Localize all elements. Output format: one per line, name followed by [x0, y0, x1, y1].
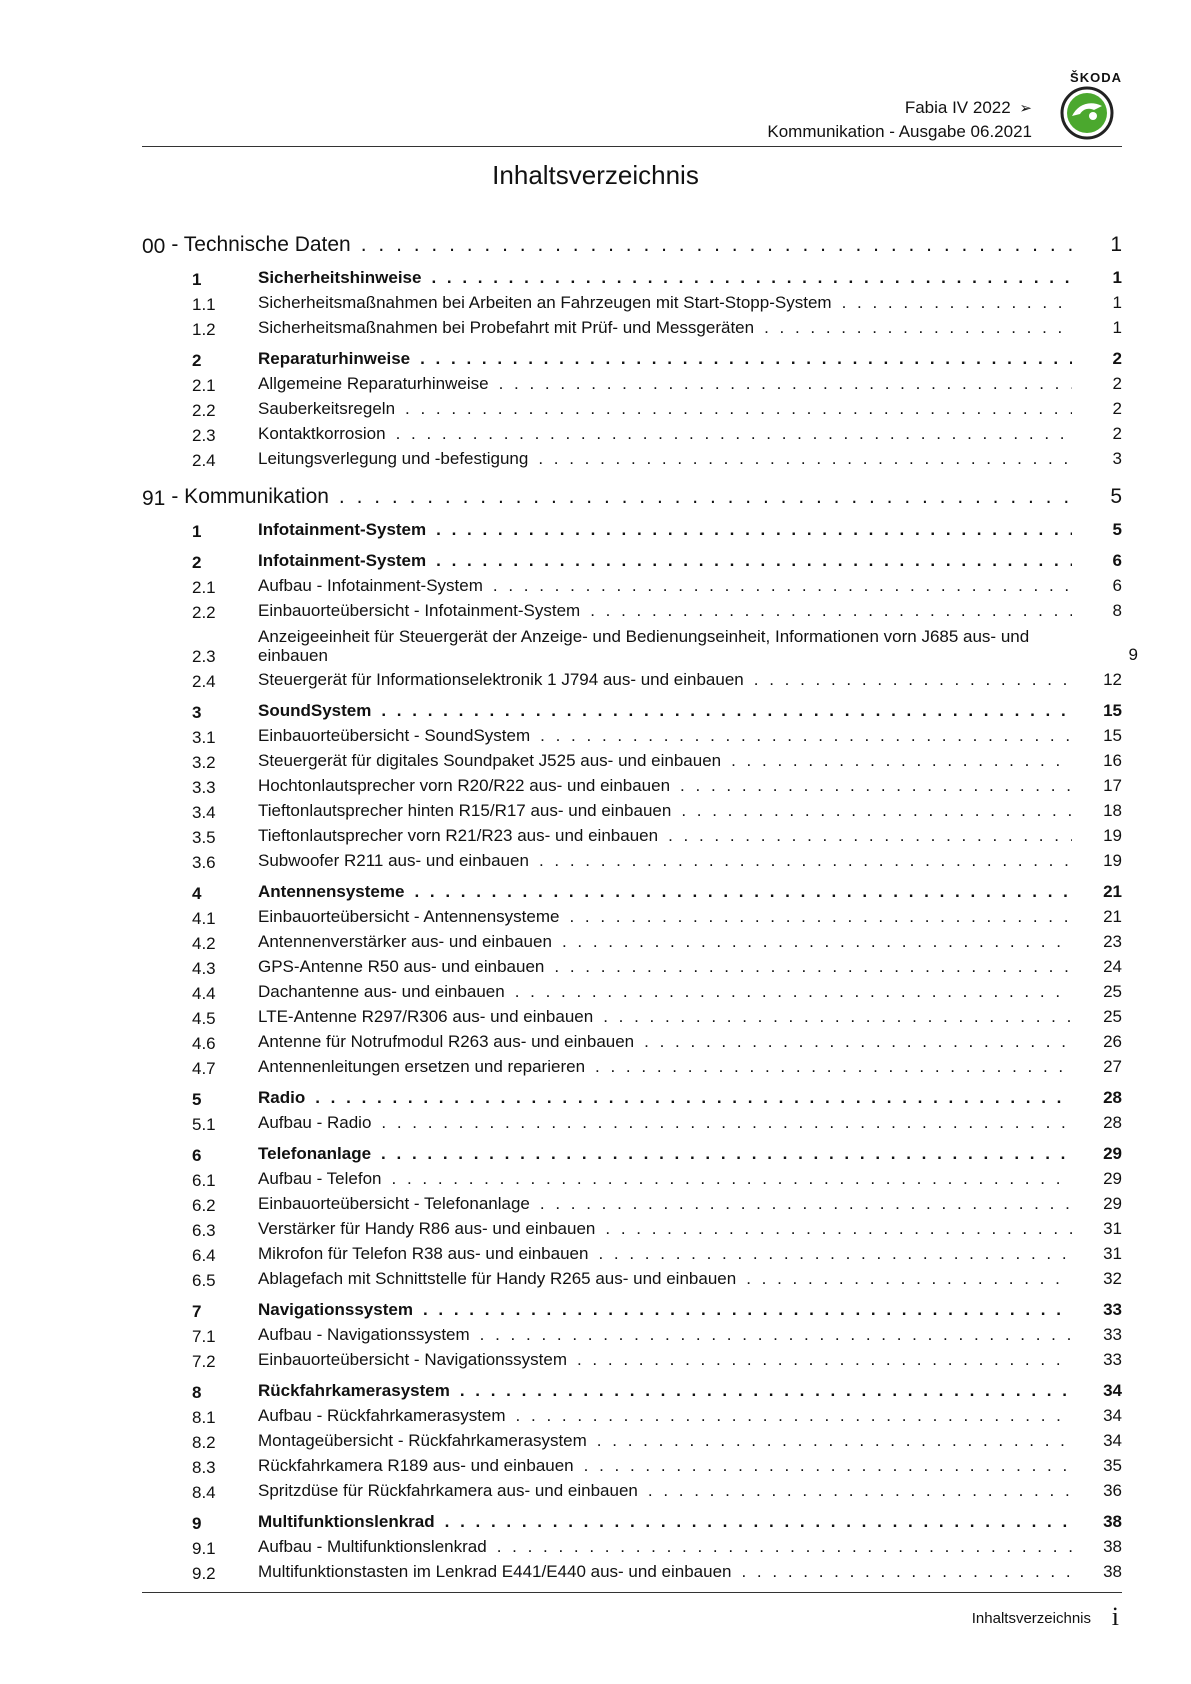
toc-page-number: 2 [1112, 374, 1122, 393]
header-subtitle: Kommunikation - Ausgabe 06.2021 [767, 122, 1032, 141]
toc-label: Steuergerät für Informationselektronik 1 J794 aus- und einbauen [258, 670, 744, 689]
toc-number: 2.3 [192, 426, 216, 445]
toc-number: 4.4 [192, 984, 216, 1003]
toc-leader-dots [577, 1350, 1072, 1372]
toc-leader-dots [499, 374, 1072, 396]
toc-page-number: 23 [1103, 932, 1122, 951]
toc-number: 2.2 [192, 603, 216, 622]
toc-number: 2.3 [192, 647, 216, 666]
toc-number: 2.1 [192, 376, 216, 395]
toc-sub-row[interactable] [142, 1347, 1122, 1372]
toc-number: 7 [192, 1302, 202, 1321]
toc-label: Multifunktionstasten im Lenkrad E441/E440 aus- und einbauen [258, 1562, 732, 1581]
header-divider [142, 146, 1122, 147]
toc-number: 8 [192, 1383, 202, 1402]
toc-page-number: 34 [1103, 1406, 1122, 1425]
toc-page-number: 24 [1103, 957, 1122, 976]
toc-page-number: 29 [1103, 1144, 1122, 1163]
toc-number: 1 [192, 270, 202, 289]
toc-leader-dots [493, 576, 1072, 598]
toc-label: Verstärker für Handy R86 aus- und einbauen [258, 1219, 596, 1238]
toc-number: 7.1 [192, 1327, 216, 1346]
toc-label: Sicherheitsmaßnahmen bei Arbeiten an Fahrzeugen mit Start-Stopp-System [258, 293, 832, 312]
toc-leader-dots [562, 932, 1072, 954]
toc-number: 8.4 [192, 1483, 216, 1502]
toc-label: Anzeigeeinheit für Steuergerät der Anzeige- und Bedienungseinheit, Informationen vorn J685 aus- und einbauen [258, 627, 1030, 665]
toc-chapter-row[interactable] [142, 477, 1122, 511]
toc-number: 91 [142, 487, 166, 510]
toc-number: 5.1 [192, 1115, 216, 1134]
toc-page-number: 38 [1103, 1512, 1122, 1531]
toc-page-number: 17 [1103, 776, 1122, 795]
toc-sub-row[interactable] [142, 290, 1122, 315]
toc-label: SoundSystem [258, 701, 372, 720]
toc-section-row[interactable] [142, 263, 1122, 290]
toc-number: 4.5 [192, 1009, 216, 1028]
toc-label: Antennenleitungen ersetzen und reparieren [258, 1057, 586, 1076]
toc-label: Einbauorteübersicht - Navigationssystem [258, 1350, 567, 1369]
toc-leader-dots [595, 1057, 1072, 1079]
toc-number: 4.3 [192, 959, 216, 978]
toc-label: Sauberkeitsregeln [258, 399, 396, 418]
toc-page-number: 21 [1103, 907, 1122, 926]
toc-page-number: 8 [1112, 601, 1122, 620]
toc-section-row[interactable] [142, 1083, 1122, 1110]
toc-leader-dots [381, 1144, 1072, 1166]
toc-leader-dots [405, 399, 1072, 421]
toc-sub-row[interactable] [142, 1478, 1122, 1503]
page-header [142, 68, 1122, 146]
toc-label: Einbauorteübersicht - SoundSystem [258, 726, 531, 745]
toc-leader-dots [764, 318, 1072, 340]
toc-leader-dots [842, 293, 1072, 315]
toc-number: 1 [192, 522, 202, 541]
toc-label: Tieftonlautsprecher hinten R15/R17 aus- und einbauen [258, 801, 672, 820]
toc-sub-row[interactable] [142, 798, 1122, 823]
toc-leader-dots [436, 520, 1072, 542]
toc-number: 4.7 [192, 1059, 216, 1078]
toc-page-number: 19 [1103, 851, 1122, 870]
toc-label: Telefonanlage [258, 1144, 372, 1163]
toc-page-number: 33 [1103, 1325, 1122, 1344]
toc-leader-dots [515, 982, 1072, 1004]
toc-label: Antennenverstärker aus- und einbauen [258, 932, 552, 951]
toc-number: 4.2 [192, 934, 216, 953]
toc-leader-dots [681, 801, 1072, 823]
toc-sub-row[interactable] [142, 748, 1122, 773]
toc-number: 4 [192, 884, 202, 903]
toc-page-number: 5 [1110, 485, 1122, 508]
toc-page-number: 38 [1103, 1562, 1122, 1581]
toc-label: Aufbau - Multifunktionslenkrad [258, 1537, 487, 1556]
toc-label: Infotainment-System [258, 551, 427, 570]
toc-label: Mikrofon für Telefon R38 aus- und einbauen [258, 1244, 589, 1263]
toc-page-number: 16 [1103, 751, 1122, 770]
toc-sub-row[interactable] [142, 1004, 1122, 1029]
toc-sub-row[interactable] [142, 723, 1122, 748]
toc-leader-dots [605, 1219, 1072, 1241]
toc-number: 3.2 [192, 753, 216, 772]
toc-number: 7.2 [192, 1352, 216, 1371]
toc-number: 2.1 [192, 578, 216, 597]
toc-leader-dots [538, 449, 1072, 471]
toc-sub-row[interactable] [142, 1216, 1122, 1241]
toc-page-number: 19 [1103, 826, 1122, 845]
toc-page-number: 34 [1103, 1381, 1122, 1400]
toc-section-row[interactable] [142, 696, 1122, 723]
toc-section-row[interactable] [142, 1139, 1122, 1166]
toc-number: 8.3 [192, 1458, 216, 1477]
toc-page-number: 3 [1112, 449, 1122, 468]
toc-page-number: 1 [1112, 318, 1122, 337]
toc-label: Subwoofer R211 aus- und einbauen [258, 851, 529, 870]
toc-page-number: 2 [1112, 399, 1122, 418]
header-model [905, 98, 1032, 118]
toc-leader-dots [540, 1194, 1072, 1216]
toc-label: Reparaturhinweise [258, 349, 411, 368]
toc-label: Infotainment-System [258, 520, 427, 539]
toc-leader-dots [497, 1537, 1072, 1559]
toc-sub-row[interactable] [142, 1029, 1122, 1054]
toc-section-row[interactable] [142, 546, 1122, 573]
toc-leader-dots [539, 851, 1072, 873]
toc-sub-row[interactable] [142, 1534, 1122, 1559]
toc-leader-dots [554, 957, 1072, 979]
footer-page-number: i [1111, 1602, 1119, 1631]
toc-sub-row[interactable] [142, 773, 1122, 798]
toc-number: 6.2 [192, 1196, 216, 1215]
toc-label: Sicherheitsmaßnahmen bei Probefahrt mit Prüf- und Messgeräten [258, 318, 755, 337]
toc-label: Einbauorteübersicht - Antennensysteme [258, 907, 560, 926]
toc-label: Aufbau - Navigationssystem [258, 1325, 470, 1344]
toc-section-row[interactable] [142, 344, 1122, 371]
toc-label: LTE-Antenne R297/R306 aus- und einbauen [258, 1007, 594, 1026]
toc-leader-dots [460, 1381, 1072, 1403]
toc-number: 2.2 [192, 401, 216, 420]
toc-section-row[interactable] [142, 1376, 1122, 1403]
toc-leader-dots [540, 726, 1072, 748]
toc-page-number: 5 [1112, 520, 1122, 539]
toc-number: 3.3 [192, 778, 216, 797]
toc-page-number: 25 [1103, 1007, 1122, 1026]
toc-sub-row[interactable] [142, 446, 1122, 471]
toc-sub-row[interactable] [142, 667, 1122, 692]
toc-label: Steuergerät für digitales Soundpaket J525 aus- und einbauen [258, 751, 722, 770]
toc-sub-row[interactable] [142, 598, 1122, 623]
toc-label: Sicherheitshinweise [258, 268, 422, 287]
toc-chapter-row[interactable] [142, 225, 1122, 259]
toc-label: Kontaktkorrosion [258, 424, 386, 443]
toc-number: 4.1 [192, 909, 216, 928]
toc-leader-dots [431, 268, 1072, 290]
toc-leader-dots [423, 1300, 1072, 1322]
toc-sub-row[interactable] [142, 315, 1122, 340]
toc-leader-dots [516, 1406, 1072, 1428]
toc-section-row[interactable] [142, 1507, 1122, 1534]
footer-label: Inhaltsverzeichnis [971, 1610, 1091, 1627]
toc-sub-row[interactable] [142, 396, 1122, 421]
toc-leader-dots [420, 349, 1072, 371]
toc-sub-row[interactable] [142, 1241, 1122, 1266]
toc-label: - Kommunikation [171, 485, 329, 508]
toc-page-number: 15 [1103, 726, 1122, 745]
toc-leader-dots [414, 882, 1072, 904]
toc-page-number: 2 [1112, 424, 1122, 443]
toc-label: Rückfahrkamerasystem [258, 1381, 450, 1400]
toc-page-number: 18 [1103, 801, 1122, 820]
toc-number: 8.2 [192, 1433, 216, 1452]
toc-leader-dots [741, 1562, 1072, 1584]
toc-section-row[interactable] [142, 515, 1122, 542]
toc-leader-dots [315, 1088, 1072, 1110]
toc-leader-dots [648, 1481, 1072, 1503]
toc-label: Navigationssystem [258, 1300, 413, 1319]
toc-sub-row[interactable] [142, 979, 1122, 1004]
toc-label: Rückfahrkamera R189 aus- und einbauen [258, 1456, 574, 1475]
toc-leader-dots [603, 1007, 1072, 1029]
toc-number: 6 [192, 1146, 202, 1165]
toc-page-number: 12 [1103, 670, 1122, 689]
toc-leader-dots [361, 233, 1072, 259]
toc-page-number: 15 [1103, 701, 1122, 720]
toc-page-number: 1 [1112, 268, 1122, 287]
toc-sub-row[interactable] [142, 1266, 1122, 1291]
toc-page-number: 9 [1128, 645, 1138, 664]
toc-page-number: 32 [1103, 1269, 1122, 1288]
toc-page-number: 31 [1103, 1244, 1122, 1263]
toc-number: 6.1 [192, 1171, 216, 1190]
toc-number: 5 [192, 1090, 202, 1109]
toc-label: Antennensysteme [258, 882, 405, 901]
toc-label: Multifunktionslenkrad [258, 1512, 435, 1531]
toc-number: 00 [142, 235, 166, 258]
arrow-icon: ➢ [1019, 100, 1032, 117]
toc-leader-dots [597, 1431, 1072, 1453]
toc-page-number: 6 [1112, 576, 1122, 595]
toc-label: Ablagefach mit Schnittstelle für Handy R265 aus- und einbauen [258, 1269, 737, 1288]
toc-page-number: 2 [1112, 349, 1122, 368]
toc-label: Dachantenne aus- und einbauen [258, 982, 505, 1001]
toc-number: 1.2 [192, 320, 216, 339]
toc-page-number: 29 [1103, 1194, 1122, 1213]
toc-leader-dots [381, 701, 1072, 723]
toc-label: Aufbau - Infotainment-System [258, 576, 483, 595]
toc-label: Spritzdüse für Rückfahrkamera aus- und einbauen [258, 1481, 638, 1500]
footer-divider [142, 1592, 1122, 1593]
toc-sub-row[interactable] [142, 1559, 1122, 1584]
toc-label: Aufbau - Telefon [258, 1169, 382, 1188]
toc-section-row[interactable] [142, 1295, 1122, 1322]
table-of-contents [142, 225, 1138, 1584]
toc-sub-row[interactable] [142, 1453, 1122, 1478]
toc-number: 3 [192, 703, 202, 722]
toc-label: Leitungsverlegung und -befestigung [258, 449, 529, 468]
toc-label: Einbauorteübersicht - Infotainment-System [258, 601, 581, 620]
toc-sub-row[interactable] [142, 573, 1122, 598]
toc-number: 6.5 [192, 1271, 216, 1290]
toc-sub-row[interactable] [142, 823, 1122, 848]
toc-number: 9.1 [192, 1539, 216, 1558]
toc-label: GPS-Antenne R50 aus- und einbauen [258, 957, 545, 976]
toc-label: Aufbau - Rückfahrkamerasystem [258, 1406, 506, 1425]
toc-sub-row[interactable] [142, 623, 1138, 667]
toc-page-number: 35 [1103, 1456, 1122, 1475]
toc-leader-dots [569, 907, 1072, 929]
toc-leader-dots [584, 1456, 1072, 1478]
toc-number: 3.5 [192, 828, 216, 847]
toc-page-number: 28 [1103, 1088, 1122, 1107]
toc-page-number: 34 [1103, 1431, 1122, 1450]
toc-leader-dots [644, 1032, 1072, 1054]
toc-label: Radio [258, 1088, 306, 1107]
toc-number: 1.1 [192, 295, 216, 314]
toc-leader-dots [590, 601, 1072, 623]
toc-number: 3.6 [192, 853, 216, 872]
toc-page-number: 28 [1103, 1113, 1122, 1132]
toc-number: 3.4 [192, 803, 216, 822]
toc-page-number: 1 [1110, 233, 1122, 256]
toc-leader-dots [381, 1113, 1072, 1135]
toc-page-number: 1 [1112, 293, 1122, 312]
toc-page-number: 36 [1103, 1481, 1122, 1500]
toc-sub-row[interactable] [142, 904, 1122, 929]
toc-page-number: 33 [1103, 1300, 1122, 1319]
toc-sub-row[interactable] [142, 929, 1122, 954]
toc-leader-dots [598, 1244, 1072, 1266]
toc-page-number: 27 [1103, 1057, 1122, 1076]
toc-label: Montageübersicht - Rückfahrkamerasystem [258, 1431, 587, 1450]
toc-label: Antenne für Notrufmodul R263 aus- und einbauen [258, 1032, 635, 1051]
toc-sub-row[interactable] [142, 954, 1122, 979]
toc-label: Einbauorteübersicht - Telefonanlage [258, 1194, 530, 1213]
toc-leader-dots [436, 551, 1072, 573]
toc-label: Aufbau - Radio [258, 1113, 372, 1132]
toc-sub-row[interactable] [142, 1166, 1122, 1191]
toc-sub-row[interactable] [142, 1322, 1122, 1347]
toc-leader-dots [754, 670, 1072, 692]
toc-page-number: 33 [1103, 1350, 1122, 1369]
toc-label: Tieftonlautsprecher vorn R21/R23 aus- und einbauen [258, 826, 659, 845]
page-title: Inhaltsverzeichnis [492, 160, 699, 190]
toc-sub-row[interactable] [142, 1428, 1122, 1453]
toc-page-number: 26 [1103, 1032, 1122, 1051]
toc-page-number: 29 [1103, 1169, 1122, 1188]
toc-leader-dots [339, 485, 1072, 511]
toc-number: 3.1 [192, 728, 216, 747]
toc-number: 2 [192, 553, 202, 572]
toc-leader-dots [680, 776, 1072, 798]
toc-number: 2.4 [192, 672, 216, 691]
toc-number: 6.3 [192, 1221, 216, 1240]
toc-leader-dots [392, 1169, 1073, 1191]
toc-number: 2 [192, 351, 202, 370]
toc-sub-row[interactable] [142, 1054, 1122, 1079]
toc-number: 8.1 [192, 1408, 216, 1427]
toc-page-number: 25 [1103, 982, 1122, 1001]
toc-number: 4.6 [192, 1034, 216, 1053]
toc-number: 9 [192, 1514, 202, 1533]
toc-leader-dots [731, 751, 1072, 773]
toc-number: 2.4 [192, 451, 216, 470]
model-text: Fabia IV 2022 [904, 98, 1011, 117]
toc-leader-dots [746, 1269, 1072, 1291]
toc-leader-dots [668, 826, 1072, 848]
toc-sub-row[interactable] [142, 1403, 1122, 1428]
toc-sub-row[interactable] [142, 848, 1122, 873]
toc-page-number: 38 [1103, 1537, 1122, 1556]
toc-label: Hochtonlautsprecher vorn R20/R22 aus- und einbauen [258, 776, 671, 795]
toc-page-number: 6 [1112, 551, 1122, 570]
toc-label: Allgemeine Reparaturhinweise [258, 374, 489, 393]
toc-section-row[interactable] [142, 877, 1122, 904]
brand-name: ŠKODA [1070, 70, 1122, 85]
toc-leader-dots [396, 424, 1072, 446]
toc-page-number: 21 [1103, 882, 1122, 901]
toc-leader-dots [445, 1512, 1072, 1534]
toc-number: 9.2 [192, 1564, 216, 1583]
toc-leader-dots [480, 1325, 1072, 1347]
toc-sub-row[interactable] [142, 1110, 1122, 1135]
skoda-logo-icon [1060, 86, 1114, 140]
toc-page-number: 31 [1103, 1219, 1122, 1238]
toc-label: - Technische Daten [171, 233, 351, 256]
toc-sub-row[interactable] [142, 421, 1122, 446]
toc-number: 6.4 [192, 1246, 216, 1265]
toc-sub-row[interactable] [142, 371, 1122, 396]
toc-sub-row[interactable] [142, 1191, 1122, 1216]
